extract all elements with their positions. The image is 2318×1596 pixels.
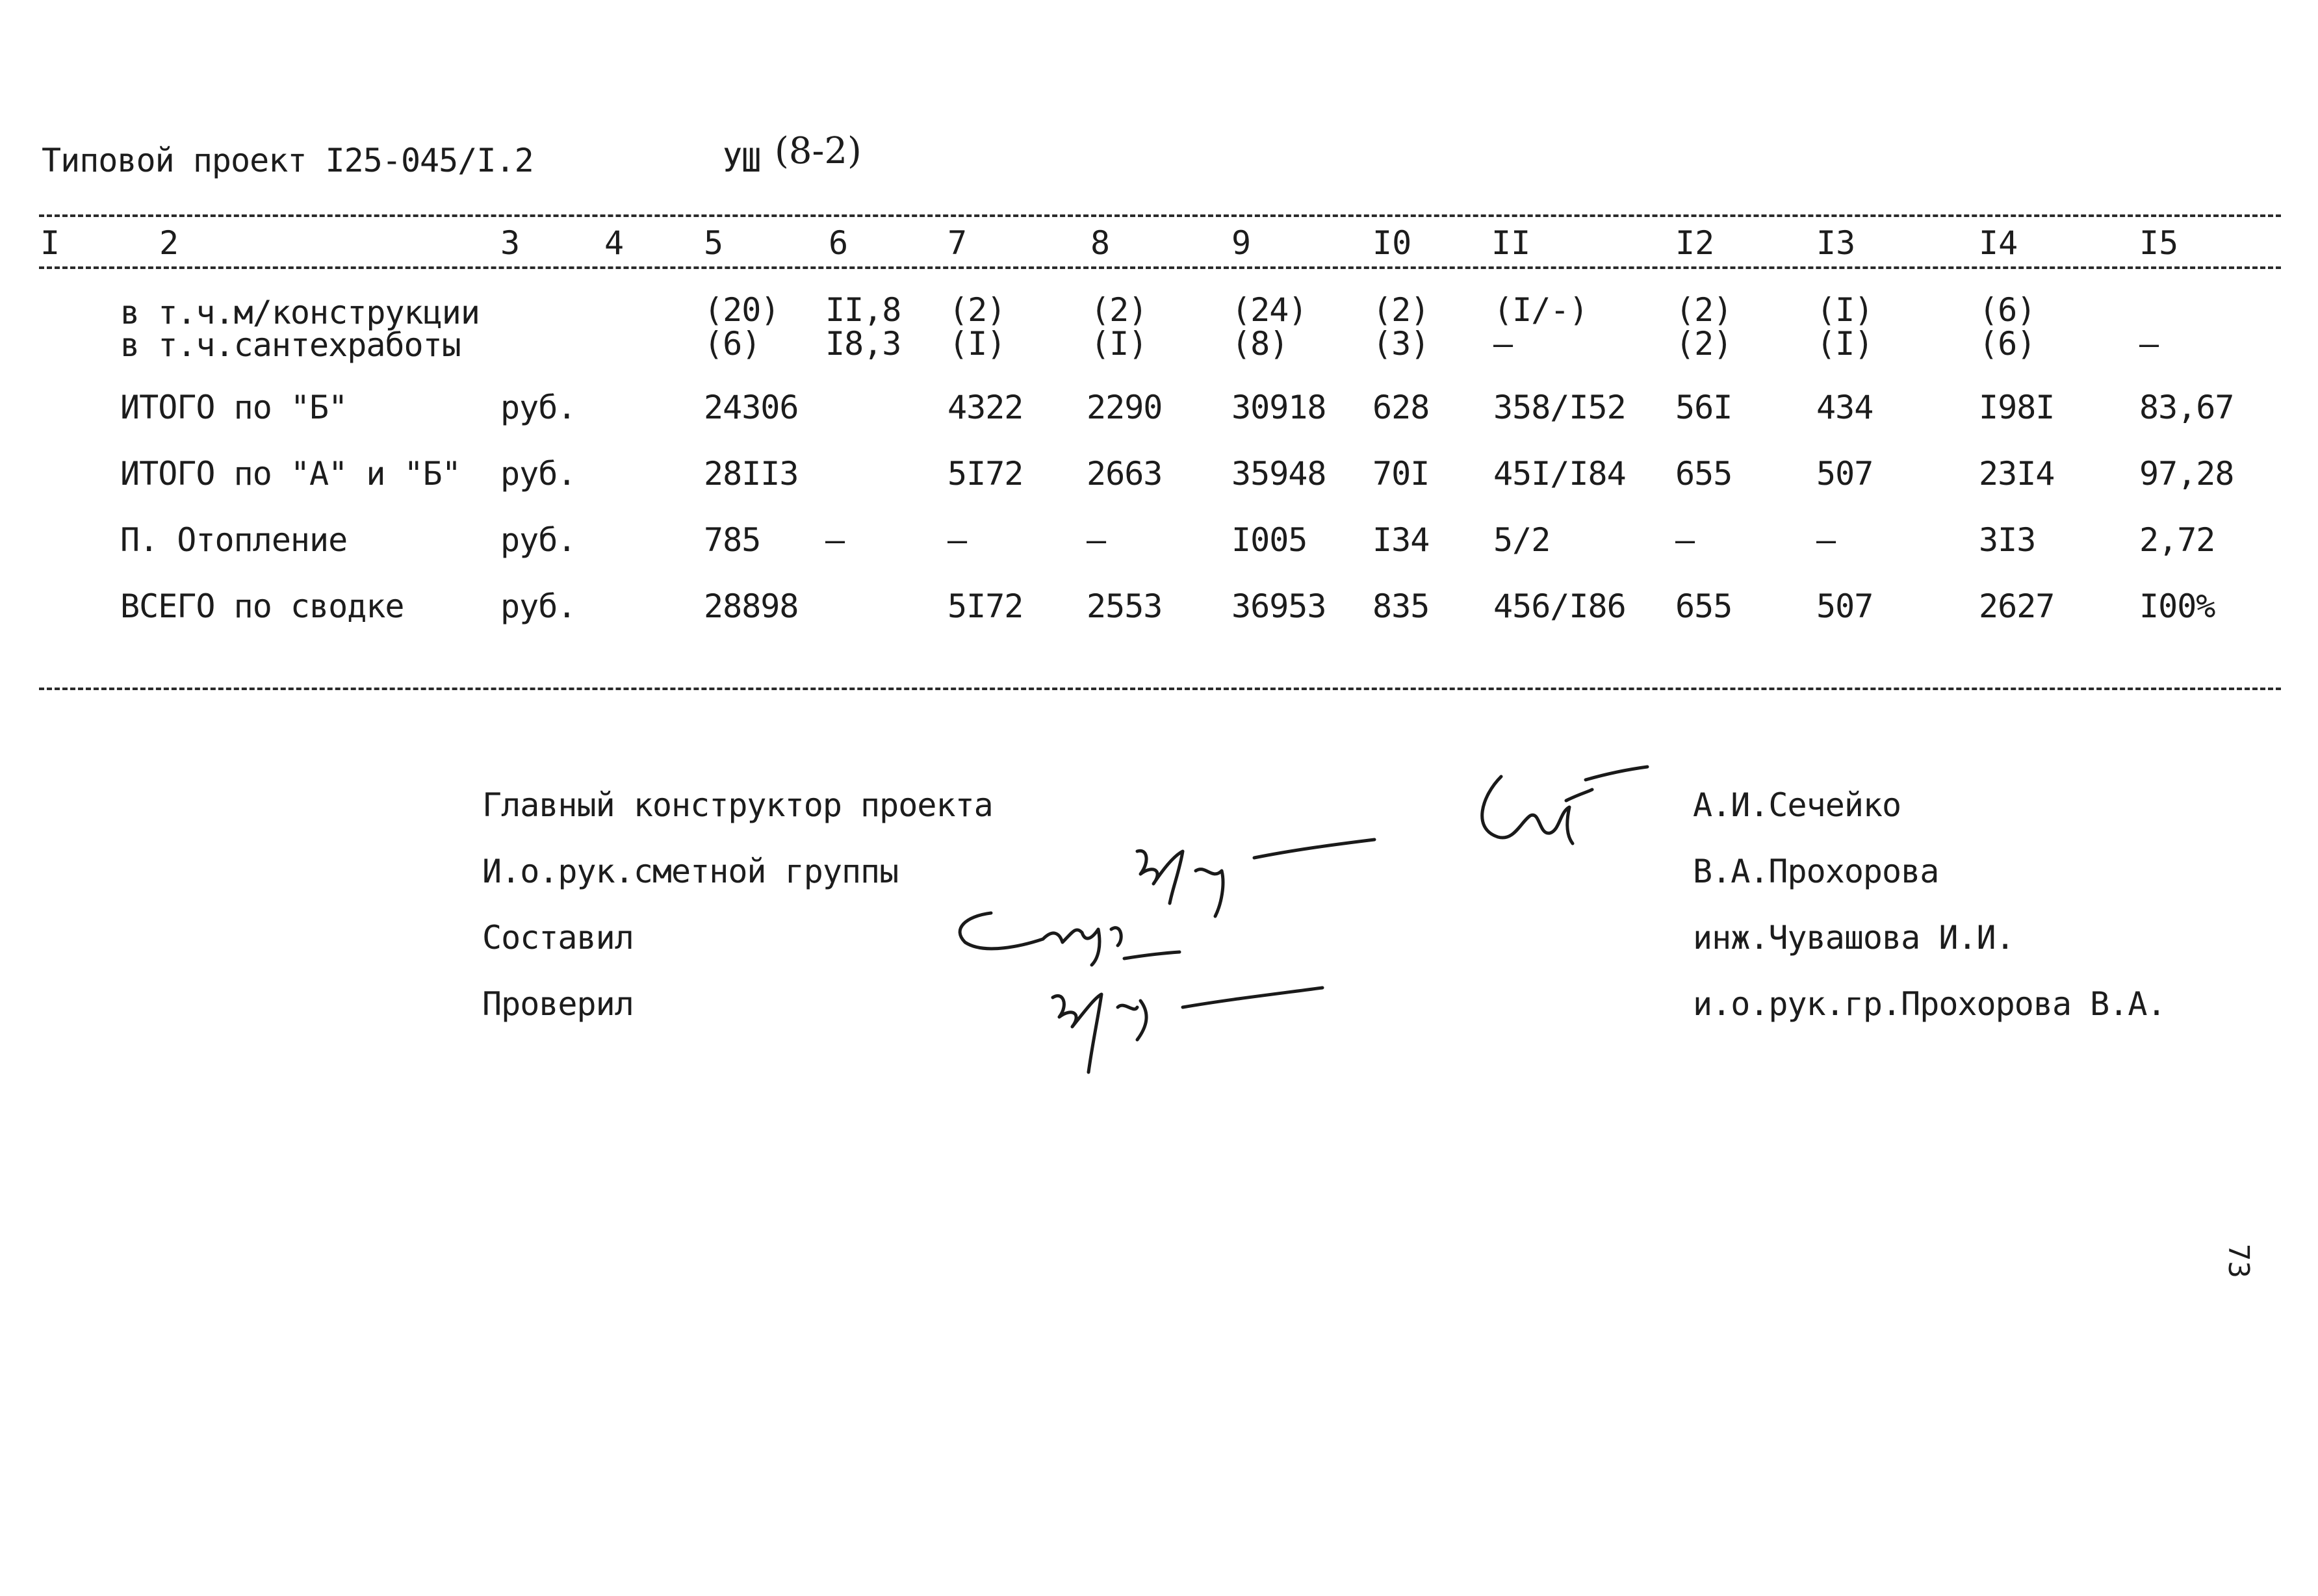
row-cell-c15: 97,28: [2139, 455, 2234, 493]
sheet-note: (8-2): [775, 130, 862, 172]
row-cell-c13: 434: [1816, 389, 1874, 426]
row-cell-c12: 655: [1675, 455, 1732, 493]
col-num-14: I4: [1979, 224, 2018, 262]
col-num-8: 8: [1090, 224, 1111, 262]
sign-name-checked: и.о.рук.гр.Прохорова В.А.: [1693, 985, 2166, 1023]
incl-c11-a: (I/-): [1493, 291, 1588, 329]
row-cell-c12: –: [1675, 521, 1695, 559]
incl-c5-b: (6): [704, 325, 761, 363]
signature-chief: [1469, 760, 1651, 858]
row-label: П. Отопление: [120, 521, 348, 559]
row-cell-c6: –: [825, 521, 845, 559]
incl-c14-b: (6): [1979, 325, 2036, 363]
row-unit: руб.: [500, 521, 576, 559]
header-rule: [39, 266, 2281, 269]
row-cell-c8: 2663: [1087, 455, 1163, 493]
row-cell-c13: –: [1816, 521, 1836, 559]
row-cell-c9: 35948: [1231, 455, 1326, 493]
row-cell-c10: 835: [1372, 587, 1430, 625]
page-number: 73: [2221, 1244, 2255, 1278]
row-cell-c11: 358/I52: [1493, 389, 1626, 426]
sheet-code: УШ: [723, 142, 761, 179]
row-label: ВСЕГО по сводке: [120, 587, 404, 625]
row-cell-c12: 56I: [1675, 389, 1732, 426]
row-cell-c5: 24306: [704, 389, 799, 426]
sign-role-chief: Главный конструктор проекта: [482, 786, 993, 824]
col-num-13: I3: [1816, 224, 1856, 262]
col-num-10: I0: [1372, 224, 1412, 262]
row-cell-c7: –: [947, 521, 967, 559]
row-unit: руб.: [500, 389, 576, 426]
sign-role-compiled: Составил: [482, 919, 634, 957]
row-cell-c13: 507: [1816, 587, 1874, 625]
sign-name-chief: А.И.Сечейко: [1693, 786, 1901, 824]
col-num-11: II: [1491, 224, 1531, 262]
sign-role-estimate-head: И.о.рук.сметной группы: [482, 853, 899, 890]
row-cell-c11: 45I/I84: [1493, 455, 1626, 493]
incl-c12-a: (2): [1675, 291, 1732, 329]
incl-c10-a: (2): [1372, 291, 1430, 329]
row-cell-c13: 507: [1816, 455, 1874, 493]
incl-c6-b: I8,3: [825, 325, 901, 363]
col-num-2: 2: [159, 224, 179, 262]
incl-c14-a: (6): [1979, 291, 2036, 329]
col-num-5: 5: [704, 224, 724, 262]
row-unit: руб.: [500, 587, 576, 625]
col-num-1: I: [40, 224, 60, 262]
row-label: ИТОГО по "А" и "Б": [120, 455, 461, 493]
incl-c8-a: (2): [1090, 291, 1148, 329]
incl-c15-b: –: [2139, 325, 2159, 363]
row-cell-c5: 785: [704, 521, 761, 559]
sign-role-checked: Проверил: [482, 985, 634, 1023]
bottom-rule: [39, 688, 2281, 690]
signature-checker: [1033, 962, 1332, 1079]
row-label: ИТОГО по "Б": [120, 389, 348, 426]
col-num-4: 4: [604, 224, 625, 262]
col-num-12: I2: [1675, 224, 1715, 262]
sign-name-estimate-head: В.А.Прохорова: [1693, 853, 1939, 890]
row-cell-c7: 5I72: [947, 587, 1024, 625]
row-cell-c5: 28II3: [704, 455, 799, 493]
incl-label-mk: в т.ч.м/конструкции: [120, 294, 480, 331]
incl-c11-b: –: [1493, 325, 1513, 363]
row-cell-c9: I005: [1231, 521, 1307, 559]
col-num-15: I5: [2139, 224, 2179, 262]
row-cell-c14: I98I: [1979, 389, 2055, 426]
row-cell-c14: 2627: [1979, 587, 2055, 625]
row-cell-c9: 30918: [1231, 389, 1326, 426]
row-cell-c7: 5I72: [947, 455, 1024, 493]
incl-c6-a: II,8: [825, 291, 901, 329]
col-num-3: 3: [500, 224, 521, 262]
incl-c13-b: (I): [1816, 325, 1874, 363]
incl-c10-b: (3): [1372, 325, 1430, 363]
col-num-7: 7: [947, 224, 968, 262]
row-cell-c14: 23I4: [1979, 455, 2055, 493]
row-unit: руб.: [500, 455, 576, 493]
incl-c8-b: (I): [1090, 325, 1148, 363]
incl-c7-a: (2): [949, 291, 1006, 329]
row-cell-c15: I00%: [2139, 587, 2215, 625]
row-cell-c10: 628: [1372, 389, 1430, 426]
row-cell-c8: –: [1087, 521, 1106, 559]
row-cell-c9: 36953: [1231, 587, 1326, 625]
row-cell-c10: 70I: [1372, 455, 1430, 493]
incl-c12-b: (2): [1675, 325, 1732, 363]
col-num-6: 6: [829, 224, 849, 262]
row-cell-c15: 83,67: [2139, 389, 2234, 426]
project-title: Типовой проект I25-045/I.2: [42, 142, 534, 179]
row-cell-c14: 3I3: [1979, 521, 2036, 559]
incl-c9-b: (8): [1231, 325, 1289, 363]
row-cell-c7: 4322: [947, 389, 1024, 426]
col-num-9: 9: [1231, 224, 1252, 262]
signature-compiler: [946, 894, 1205, 972]
incl-label-santeh: в т.ч.сантехработы: [120, 326, 461, 364]
row-cell-c8: 2290: [1087, 389, 1163, 426]
row-cell-c15: 2,72: [2139, 521, 2215, 559]
top-rule: [39, 214, 2281, 217]
incl-c9-a: (24): [1231, 291, 1307, 329]
row-cell-c10: I34: [1372, 521, 1430, 559]
row-cell-c11: 456/I86: [1493, 587, 1626, 625]
row-cell-c8: 2553: [1087, 587, 1163, 625]
sign-name-compiled: инж.Чувашова И.И.: [1693, 919, 2015, 957]
row-cell-c5: 28898: [704, 587, 799, 625]
row-cell-c11: 5/2: [1493, 521, 1551, 559]
incl-c7-b: (I): [949, 325, 1006, 363]
incl-c13-a: (I): [1816, 291, 1874, 329]
incl-c5-a: (20): [704, 291, 780, 329]
row-cell-c12: 655: [1675, 587, 1732, 625]
